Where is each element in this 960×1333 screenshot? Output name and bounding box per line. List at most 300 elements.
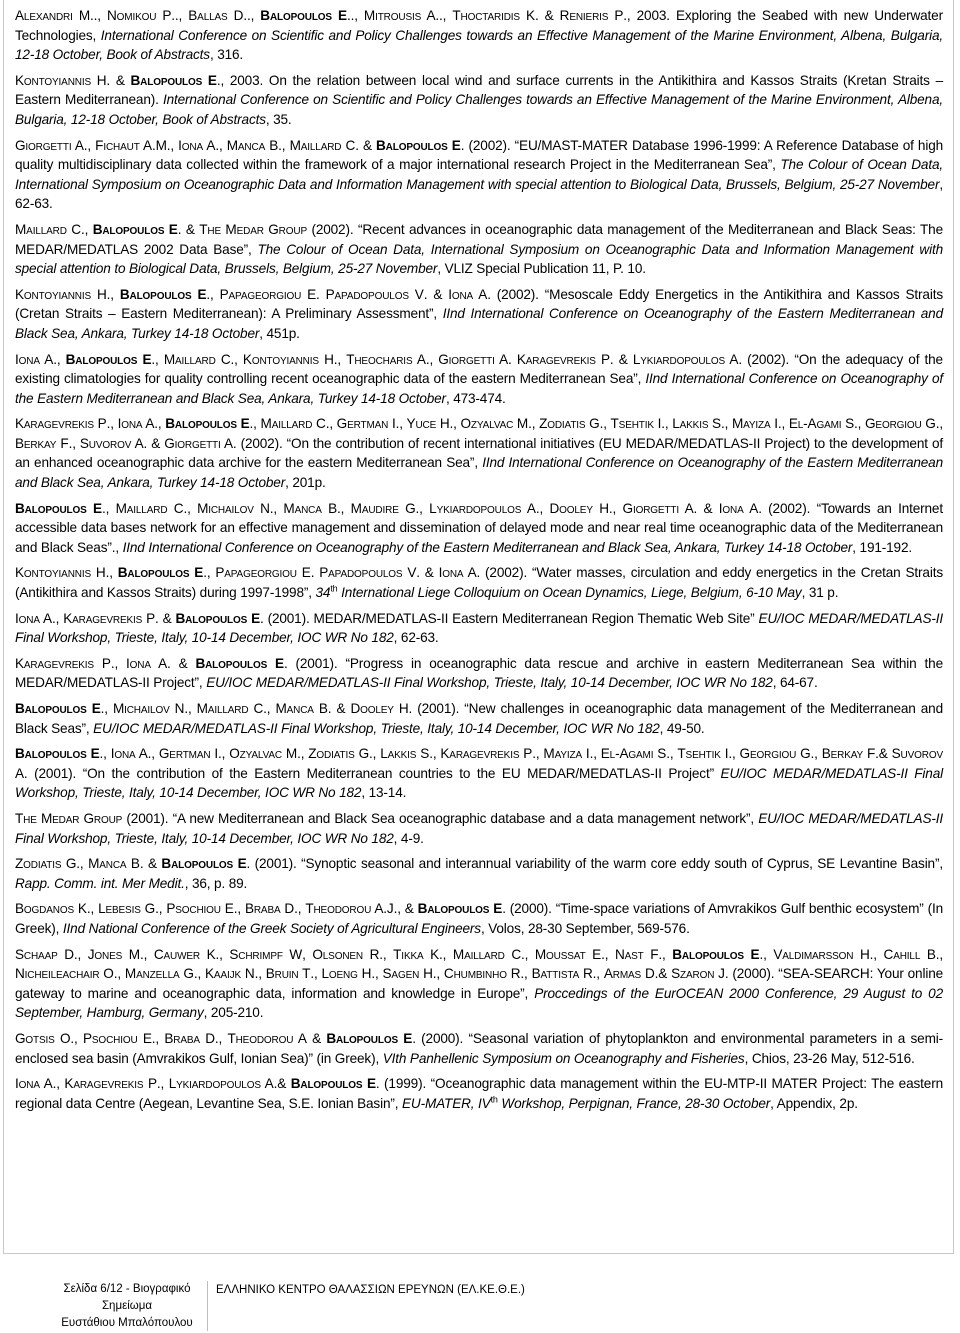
reference-text: .: [508, 351, 517, 367]
reference-text: .,: [869, 946, 884, 962]
author-name-highlighted: Balopoulos E: [376, 137, 461, 153]
author-name: Ozyalvac M: [229, 746, 298, 762]
author-name: Kontoyiannis H: [15, 286, 107, 302]
reference-text: . (2002). “On the adequacy of the existing climatologies for quality controlling recent oceanographic data of the eastern Mediterranean Sea”,: [15, 351, 943, 387]
publication-venue: 34: [315, 585, 331, 601]
author-name: Maillard C: [452, 946, 521, 962]
author-name: Thoctaridis K: [452, 8, 535, 23]
publication-venue: IInd International Conference on Oceanography of the Eastern Mediterranean and Black Sea, Ankara, Turkey 14-18 October: [15, 455, 943, 491]
reference-text: .,: [777, 416, 789, 432]
reference-text: , Volos, 28-30 September, 569-576.: [480, 920, 690, 936]
publication-venue: EU/IOC MEDAR/MEDATLAS-II Final Workshop, Trieste, Italy, 10-14 December, IOC WR No 182: [206, 675, 773, 691]
reference-text: .,: [105, 565, 118, 581]
reference-text: . (2001). “On the contribution of the Eastern Mediterranean countries to the EU MEDAR/MEDATLAS-II Project”: [23, 765, 721, 781]
publication-venue: VIth Panhellenic Symposium on Oceanography and Fisheries: [382, 1050, 745, 1066]
author-name: Loeng H: [321, 966, 372, 982]
reference-text: .,: [73, 946, 88, 962]
reference-entry: [15, 414, 943, 492]
author-name: Manca B: [226, 137, 279, 153]
reference-text: , 62-63.: [393, 630, 439, 646]
author-name: Gertman I: [158, 746, 219, 762]
publication-venue: International Conference on Scientific and Policy Challenges towards an Effective Management of the Marine Environment, Albena, Bulgaria, 12-18 October, Book of Abstracts: [15, 92, 943, 127]
reference-text: .,: [666, 746, 678, 762]
reference-entry: [15, 71, 943, 130]
reference-text: . &: [106, 72, 131, 88]
author-name-highlighted: Balopoulos E: [130, 72, 217, 88]
reference-text: . (2000). “Time-space variations of Amvrakikos Gulf benthic ecosystem” (In Greek),: [15, 901, 944, 936]
reference-entry: [15, 899, 943, 938]
reference-text: .,: [249, 416, 261, 432]
author-name: Tikka K: [393, 946, 440, 962]
author-name: Gotsis O: [15, 1030, 71, 1046]
author-name: Iona A: [718, 500, 759, 516]
author-name: Mayiza I: [543, 746, 590, 762]
publication-venue: The Colour of Ocean Data, International Symposium on Oceanographic Data and Information Management with special attention to Biological Data, Brussels, Belgium, 25-27 November: [15, 157, 943, 192]
superscript-text: th: [490, 1094, 498, 1105]
author-name: Theodorou A.J: [305, 901, 394, 917]
author-name: Maudire G: [350, 500, 416, 516]
publication-venue: Proccedings of the EurOCEAN 2000 Conference, 29 August to 02 September, Hamburg, Germany: [15, 985, 943, 1021]
author-name: Ozyalvac M: [460, 416, 529, 432]
reference-text: .,: [759, 946, 774, 962]
author-name: El-Agami S: [788, 416, 855, 432]
author-name: Psochiou E: [166, 901, 234, 917]
author-name: Renieris P: [559, 8, 624, 23]
author-name: Cauwer K: [153, 946, 216, 962]
author-name: Mayiza I: [731, 416, 778, 432]
reference-text: .,: [99, 746, 111, 762]
reference-text: . (2001). MEDAR/MEDATLAS-II Eastern Mediterranean Region Thematic Web Site”: [260, 610, 759, 626]
author-name: Kontoyiannis H: [15, 565, 106, 581]
author-name: Papadopoulos V: [325, 286, 424, 302]
author-name-highlighted: Balopoulos E: [161, 856, 247, 872]
author-name: Karagevrekis P: [15, 416, 107, 432]
reference-text: .,: [371, 966, 383, 982]
reference-text: , 201p.: [285, 475, 326, 491]
reference-text: .,: [425, 351, 439, 367]
reference-text: .,: [935, 946, 944, 962]
author-name: Yuce H: [406, 416, 450, 432]
reference-text: .,: [379, 946, 394, 962]
reference-text: .,: [592, 966, 604, 982]
author-name: Mitrousis A: [363, 8, 436, 23]
superscript-text: th: [330, 583, 338, 594]
publication-venue: The Colour of Ocean Data, International Symposium on Oceanographic Data and Information Management with special attention to Biological Data, Brussels, Belgium, 25-27 November: [15, 241, 943, 277]
author-name: Manca B: [275, 701, 328, 716]
reference-entry: [15, 136, 943, 214]
reference-text: .,: [52, 1076, 65, 1092]
author-name: Iona A: [438, 565, 477, 581]
reference-text: .,: [203, 565, 216, 581]
author-name: Iona A: [110, 746, 148, 762]
author-name: Szaron J: [671, 966, 725, 982]
reference-text: , 316.: [209, 47, 244, 63]
author-name: El-Agami S: [600, 746, 667, 762]
reference-text: .,: [297, 746, 309, 762]
reference-text: .,: [83, 137, 96, 153]
reference-text: ., &: [393, 901, 418, 917]
author-name: Maillard C: [115, 500, 184, 516]
reference-text: .,: [599, 416, 611, 432]
publication-venue: International Conference on Scientific and Policy Challenges towards an Effective Management of the Marine Environment, Albena, Bulgaria, 12-18 October, Book of Abstracts: [15, 27, 943, 63]
reference-text: . (2002). “On the contribution of recent international initiatives (EU MEDAR/MEDATLAS-II Project) to the development of an enhanced oceanographic data archive for the eastern Mediterranean Sea”,: [15, 435, 943, 471]
reference-text: ., 2003. Exploring the Seabed with new Underwater Technologies,: [15, 8, 943, 43]
author-name-highlighted: Balopoulos E: [417, 901, 503, 917]
reference-text: .,: [810, 746, 822, 762]
reference-text: .,: [183, 500, 198, 516]
reference-text: .,: [147, 746, 159, 762]
author-name: Giorgetti A: [15, 137, 84, 153]
author-name: Iona A: [15, 610, 52, 626]
reference-text: .,: [80, 221, 93, 237]
reference-text: .,: [429, 746, 441, 762]
author-name: Maillard C: [196, 701, 264, 716]
author-name-highlighted: Balopoulos E: [195, 655, 284, 671]
author-name: Sagen H: [382, 966, 433, 982]
reference-text: .,: [449, 416, 461, 432]
publication-venue: Rapp. Comm. int. Mer Medit.: [15, 875, 185, 891]
author-name: Giorgetti A: [438, 351, 509, 367]
reference-text: .,: [139, 946, 154, 962]
reference-entry: [15, 285, 943, 344]
author-name: Iona A: [126, 655, 167, 671]
author-name: Chumbinho R: [443, 966, 521, 982]
author-name: Dooley H: [350, 701, 409, 716]
reference-text: .,: [100, 701, 113, 716]
reference-text: , VLIZ Special Publication 11, P. 10.: [437, 261, 646, 277]
reference-text: ..,: [346, 8, 364, 23]
author-name: Bogdanos K: [15, 901, 87, 917]
author-name-highlighted: Balopoulos E: [175, 610, 260, 626]
author-name: Olsonen R: [312, 946, 380, 962]
reference-text: .,: [333, 351, 347, 367]
reference-text: .,: [155, 901, 167, 917]
reference-text: .,: [608, 500, 623, 516]
reference-text: .,: [110, 655, 127, 671]
publication-venue: EU/IOC MEDAR/MEDATLAS-II Final Workshop, Trieste, Italy, 10-14 December, IOC WR No 182: [15, 765, 943, 801]
author-name-highlighted: Balopoulos E: [92, 221, 178, 237]
reference-text: .,: [601, 946, 615, 962]
reference-text: . &: [416, 565, 439, 581]
reference-text: . &: [355, 137, 377, 153]
footer-author-name: Ευστάθιου Μπαλόπουλου: [61, 1317, 193, 1329]
reference-text: .,: [106, 286, 120, 302]
author-name: Nomikou P: [106, 8, 172, 23]
reference-entry: [15, 1029, 943, 1068]
publication-venue: EU/IOC MEDAR/MEDATLAS-II Final Workshop, Trieste, Italy, 10-14 December, IOC WR No 182: [93, 720, 660, 736]
publication-venue: IInd National Conference of the Greek Society of Agricultural Engineers: [62, 920, 481, 936]
author-name: Michailov N: [197, 500, 270, 516]
author-name: Maillard C: [289, 137, 356, 153]
reference-text: ,: [302, 946, 313, 962]
footer-page-number: Σελίδα 6/12 - Βιογραφικό: [63, 1283, 191, 1295]
reference-entry: [15, 1074, 943, 1113]
reference-text: .,: [53, 351, 66, 367]
author-name: Lebesis G: [98, 901, 156, 917]
author-name: Armas D: [603, 966, 655, 982]
footer-organization: ΕΛΛΗΝΙΚΟ ΚΕΝΤΡΟ ΘΑΛΑΣΣΙΩΝ ΕΡΕΥΝΩΝ (ΕΛ.ΚΕ.Θ.Ε.): [216, 1284, 525, 1296]
reference-text: .&: [273, 1076, 291, 1092]
author-name: Zodiatis G: [308, 746, 369, 762]
publication-venue: Workshop, Perpignan, France, 28-30 October: [497, 1095, 771, 1111]
author-name: The Medar Group: [15, 810, 123, 826]
author-name: Lakkis S: [380, 746, 430, 762]
reference-text: .,: [86, 901, 99, 917]
reference-text: .,: [658, 946, 673, 962]
reference-text: .,: [218, 746, 230, 762]
reference-text: . (2002). “Mesoscale Eddy Energetics in the Antikithira and Kassos Straits (Cretan Straits – Eastern Mediterranean): A Preliminary Assessment”,: [15, 286, 943, 322]
reference-text: . (2002). “Water masses, circulation and eddy energetics in the Cretan Straits (Antikithira and Kassos Straits) during 1997-1998”,: [15, 565, 943, 601]
reference-text: .,: [184, 701, 197, 716]
publication-venue: EU/IOC MEDAR/MEDATLAS-II Final Workshop, Trieste, Italy, 10-14 December, IOC WR No 182: [15, 810, 944, 846]
reference-text: . (2001). “New challenges in oceanographic data management of the Mediterranean and Black Seas”,: [15, 701, 943, 736]
author-name: Schaap D: [15, 946, 74, 962]
reference-entry: [15, 809, 943, 848]
author-name: Giorgetti A: [622, 500, 694, 516]
reference-text: .,: [51, 610, 64, 626]
reference-entry: [15, 699, 943, 738]
reference-text: .,: [154, 416, 166, 432]
reference-text: , 64-67.: [772, 675, 818, 691]
reference-text: .,: [263, 701, 276, 716]
reference-text: .,: [113, 966, 125, 982]
author-name: Schrimpf W: [229, 946, 303, 962]
reference-text: , 13-14.: [361, 785, 407, 801]
reference-entry: [15, 563, 943, 602]
author-name: Iona A: [117, 416, 155, 432]
reference-text: .,: [728, 746, 740, 762]
author-name: Braba D: [164, 1030, 215, 1046]
author-name: Valdimarsson H: [773, 946, 870, 962]
reference-text: . &: [534, 8, 560, 23]
reference-text: .: [316, 286, 326, 302]
author-name: Suvorov A: [79, 435, 144, 451]
reference-text: ..,: [435, 8, 453, 23]
reference-text: .,: [520, 966, 532, 982]
reference-text: , 31 p.: [801, 585, 839, 601]
author-name: Karagevrekis P: [440, 746, 533, 762]
author-name: Suvorov A: [15, 746, 943, 781]
reference-entry: [15, 609, 943, 648]
reference-text: .,: [76, 856, 89, 872]
reference-text: .: [310, 565, 320, 581]
author-name: Papageorgiou E: [215, 565, 311, 581]
reference-text: . &: [693, 500, 719, 516]
author-name: Kontoyiannis H: [242, 351, 334, 367]
author-name: Jones M: [87, 946, 140, 962]
reference-entry: [15, 654, 943, 693]
reference-text: , 451p.: [259, 325, 300, 341]
publication-venue: IInd International Conference on Oceanography of the Eastern Mediterranean and Black Sea, Ankara, Turkey 14-18 October: [15, 306, 943, 341]
author-name: Fichaut A.M: [95, 137, 167, 153]
reference-text: , 4-9.: [393, 830, 424, 846]
author-name-highlighted: Balopoulos E: [326, 1030, 413, 1046]
reference-text: . (1999). “Oceanographic data management within the EU-MTP-II MATER Project: The eastern regional data Centre (Aegean, Levantine Sea, S.E. Ionian Basin”,: [15, 1076, 943, 1111]
reference-text: . (2002). “EU/MAST-MATER Database 1996-1999: A Reference Database of high quality multidisciplinary data collected within the framework of a major international research Project in the Mediterranean Sea”,: [15, 137, 944, 173]
reference-text: .&: [654, 966, 672, 982]
author-name-highlighted: Balopoulos E: [672, 946, 760, 962]
reference-text: (2001). “A new Mediterranean and Black Sea oceanographic database and a data management network”,: [122, 810, 759, 826]
reference-text: . &: [139, 856, 162, 872]
author-name: Iona A: [15, 351, 54, 367]
footer-document-type: Σημείωμα: [101, 1300, 153, 1312]
reference-text: . &: [155, 610, 176, 626]
author-name: Gertman I: [336, 416, 396, 432]
publication-venue: IInd International Conference on Oceanography of the Eastern Mediterranean and Black Sea, Ankara, Turkey 14-18 October: [15, 371, 943, 406]
reference-text: , Appendix, 2p.: [770, 1095, 858, 1111]
reference-text: .,: [935, 416, 943, 432]
reference-entry: [15, 499, 943, 558]
reference-text: , 36, p. 89.: [184, 875, 248, 891]
reference-text: , 473-474.: [445, 390, 506, 406]
author-name: Maillard C: [260, 416, 326, 432]
author-name-highlighted: Balopoulos E: [165, 416, 250, 432]
reference-text: .,: [254, 966, 266, 982]
reference-text: .,: [337, 500, 351, 516]
reference-text: .,: [325, 416, 337, 432]
reference-text: .,: [214, 1030, 228, 1046]
reference-text: .,: [166, 137, 179, 153]
reference-text: .,: [854, 416, 865, 432]
author-name: Battista R: [531, 966, 593, 982]
author-name: Lakkis S: [672, 416, 721, 432]
reference-text: ..,: [243, 8, 261, 23]
author-name: Bruin T: [265, 966, 311, 982]
author-name: Georgiou G: [865, 416, 936, 432]
reference-text: . (2000). “Seasonal variation of phytoplankton and environmental parameters in a semi-enclosed sea basin (Amvrakikos Gulf, Ionian Sea)” (in Greek),: [15, 1030, 944, 1066]
reference-text: .,: [439, 946, 453, 962]
reference-entry: [15, 6, 943, 65]
author-name: Dooley H: [549, 500, 609, 516]
author-name: Lykiardopoulos A: [168, 1076, 274, 1092]
reference-text: .,: [589, 746, 601, 762]
footer-divider: [207, 1281, 208, 1331]
reference-text: . &: [609, 351, 633, 367]
reference-text: ..,: [90, 8, 107, 23]
reference-text: . &: [423, 286, 449, 302]
author-name: Papageorgiou E: [219, 286, 317, 302]
author-name: Papadopoulos V: [319, 565, 417, 581]
reference-text: .,: [395, 416, 407, 432]
reference-text: .,: [101, 500, 116, 516]
author-name: Michailov N: [112, 701, 185, 716]
author-name: Maillard C: [163, 351, 231, 367]
author-name: Nicheileachair O: [15, 966, 114, 982]
author-name: Tsehtik I: [610, 416, 662, 432]
reference-text: .,: [432, 966, 444, 982]
author-name: Theodorou A: [227, 1030, 307, 1046]
author-name: Braba D: [244, 901, 295, 917]
reference-text: .,: [532, 746, 544, 762]
reference-text: , 62-63.: [15, 176, 943, 212]
author-name: Berkay F: [15, 435, 69, 451]
author-name-highlighted: Balopoulos E: [260, 8, 347, 23]
reference-text: .,: [151, 1030, 165, 1046]
author-name: Kaaijk N: [205, 966, 255, 982]
reference-entry: [15, 220, 943, 279]
author-name: Alexandri M: [15, 8, 90, 23]
author-name-highlighted: Balopoulos E: [65, 351, 152, 367]
author-name: Berkay F: [821, 746, 876, 762]
author-name: Cahill B: [883, 946, 936, 962]
author-name: Georgiou G: [739, 746, 811, 762]
author-name: Tsehtik I: [677, 746, 729, 762]
reference-text: ..,: [171, 8, 189, 23]
reference-entry: [15, 350, 943, 409]
reference-text: . &: [167, 655, 196, 671]
reference-text: .,: [70, 1030, 83, 1046]
author-name: Iona A: [15, 1076, 53, 1092]
reference-text: .,: [151, 351, 164, 367]
reference-text: .,: [369, 746, 381, 762]
reference-text: .,: [528, 416, 540, 432]
reference-text: . (2001). “Synoptic seasonal and interannual variability of the warm core eddy south of Cyprus, SE Levantine Basin”,: [246, 856, 943, 872]
author-name-highlighted: Balopoulos E: [15, 701, 101, 716]
author-name: Zodiatis G: [539, 416, 600, 432]
author-name: Zodiatis G: [15, 856, 77, 872]
page-footer: [0, 1281, 960, 1333]
reference-text: .&: [875, 746, 892, 762]
author-name: Theocharis A: [346, 351, 426, 367]
reference-text: .,: [278, 137, 290, 153]
reference-text: .,: [521, 946, 535, 962]
reference-text: . (2000). “SEA-SEARCH: Your online gateway to marine and oceanographic data, information and knowledge in Europe”,: [15, 966, 944, 1001]
reference-text: . &: [143, 435, 165, 451]
reference-text: .,: [215, 137, 227, 153]
author-name: Manca B: [88, 856, 140, 872]
author-name: Karagevrekis P: [516, 351, 610, 367]
author-name-highlighted: Balopoulos E: [290, 1076, 376, 1092]
author-name-highlighted: Balopoulos E: [15, 746, 100, 762]
reference-text: , 35.: [265, 111, 292, 127]
reference-entry: [15, 854, 943, 893]
author-name: The Medar Group: [199, 221, 307, 237]
author-name: Moussat E: [534, 946, 602, 962]
reference-text: .,: [233, 901, 245, 917]
reference-text: &: [306, 1030, 327, 1046]
author-name: Karagevrekis P: [15, 655, 111, 671]
reference-text: . &: [177, 221, 200, 237]
author-name: Lykiardopoulos A: [429, 500, 536, 516]
reference-text: .,: [156, 1076, 169, 1092]
author-name: Ballas D: [188, 8, 244, 23]
reference-text: , Chios, 23-26 May, 512-516.: [744, 1050, 915, 1066]
reference-text: .,: [310, 966, 322, 982]
author-name: Psochiou E: [83, 1030, 152, 1046]
reference-text: .,: [68, 435, 80, 451]
reference-text: .,: [215, 946, 230, 962]
reference-text: . (2001). “Progress in oceanographic data rescue and archive in eastern Mediterranean Sea within the MEDAR/MEDATLAS-II Project”,: [15, 655, 943, 691]
author-name: Karagevrekis P: [64, 1076, 157, 1092]
reference-entry: [15, 945, 943, 1023]
publication-venue: IInd International Conference on Oceanography of the Eastern Mediterranean and Black Sea, Ankara, Turkey 14-18 October: [122, 539, 853, 555]
footer-page-info: [57, 1281, 197, 1332]
reference-text: , 191-192.: [852, 539, 912, 555]
author-name-highlighted: Balopoulos E: [117, 565, 204, 581]
author-name: Karagevrekis P: [63, 610, 156, 626]
author-name: Iona A: [178, 137, 216, 153]
author-name: Iona A: [448, 286, 488, 302]
reference-text: .,: [294, 901, 306, 917]
author-name-highlighted: Balopoulos E: [119, 286, 207, 302]
reference-text: . (2002). “Towards an Internet accessible data bases network for an effective management and dissemination of delayed mode and near real time oceanographic data of the Mediterranean and Black Seas”.,: [15, 500, 943, 555]
publication-venue: EU/IOC MEDAR/MEDATLAS-II Final Workshop, Trieste, Italy, 10-14 December, IOC WR No 182: [15, 610, 944, 646]
reference-text: .,: [720, 416, 732, 432]
author-name: Lykiardopoulos A: [632, 351, 739, 367]
reference-text: .,: [535, 500, 550, 516]
reference-text: ., 2003. On the relation between local wind and surface currents in the Antikithira and Kassos Straits (Kretan Straits – Eastern Mediterranean).: [15, 72, 943, 108]
author-name: Manca B: [283, 500, 338, 516]
